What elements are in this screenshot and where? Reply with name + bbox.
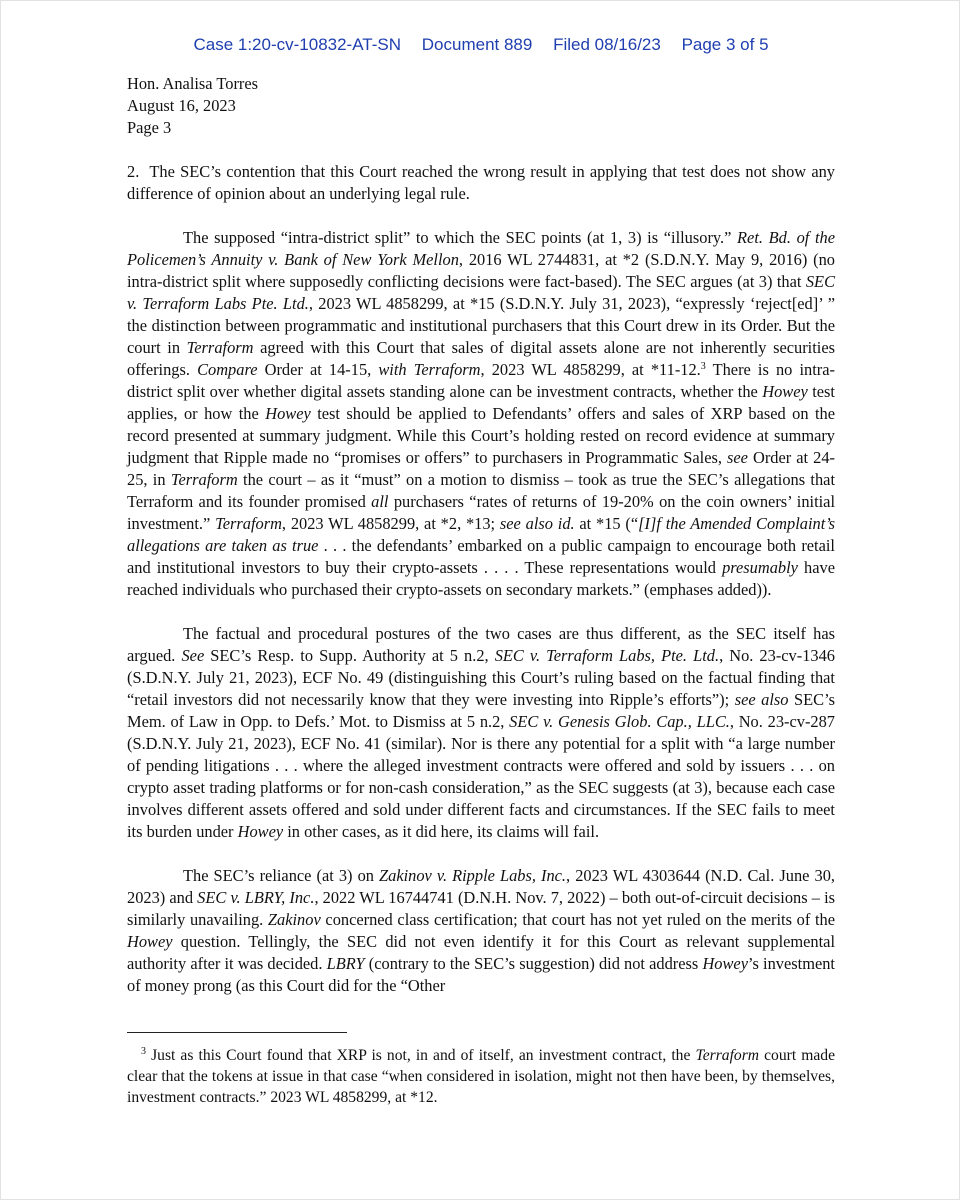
court-filing-header — [1, 35, 960, 55]
footnote-separator — [127, 1032, 347, 1033]
footnote-3: $^3$ Just as this Court found that XRP is not, in and of itself, an investment contract, the Terraform court made clear that the tokens at issue in that case “when considered in isolation, might not then have been, by themselves, investment contracts.” 2023 WL 4858299, at *12. — [127, 1046, 835, 1106]
paragraph-intra-district-split: The supposed “intra-district split” to which the SEC points (at 1, 3) is “illusory.” Ret. Bd. of the Policemen’s Annuity v. Bank of New York Mellon, 2016 WL 2744831, at *2 (S.D.N.Y. May 9, 2016) (no intra-district split where supposedly conflicting decisions were fact-based). The SEC argues (at 3) that SEC v. Terraform Labs Pte. Ltd., 2023 WL 4858299, at *15 (S.D.N.Y. July 31, 2023), “expressly ‘reject[ed]’ ” the distinction between programmatic and institutional purchasers that this Court drew in its Order. But the court in Terraform agreed with this Court that sales of digital assets alone are not inherently securities offerings. Compare Order at 14-15, with Terraform, 2023 WL 4858299, at *11-12.$^3$ There is no intra-district split over whether digital assets standing alone can be investment contracts, whether the Howey test applies, or how the Howey test should be applied to Defendants’ offers and sales of XRP based on the record presented at summary judgment. While this Court’s holding rested on record evidence at summary judgment that Ripple made no “promises or offers” to purchasers in Programmatic Sales, see Order at 24-25, in Terraform the court – as it “must” on a motion to dismiss – took as true the SEC’s allegations that Terraform and its founder promised all purchasers “rates of returns of 19-20% on the coin owners’ initial investment.” Terraform, 2023 WL 4858299, at *2, *13; see also id. at *15 (“[I]f the Amended Complaint’s allegations are taken as true . . . the defendants’ embarked on a public campaign to encourage both retail and institutional investors to buy their crypto-assets . . . . These representations would presumably have reached individuals who purchased their crypto-assets on secondary markets.” (emphases added)). — [127, 228, 836, 599]
filed-date: Filed 08/16/23 — [553, 35, 661, 54]
letter-page: Page 3 — [127, 118, 172, 137]
footnote-reference: 3 — [700, 361, 706, 372]
addressee: Hon. Analisa Torres — [127, 74, 259, 93]
page-count: Page 3 of 5 — [681, 35, 769, 54]
paragraph-point-2: 2. The SEC’s contention that this Court reached the wrong result in applying that test does not show any difference of opinion about an underlying legal rule. — [127, 162, 835, 203]
document-number: Document 889 — [421, 35, 533, 54]
paragraph-zakinov-lbry: The SEC’s reliance (at 3) on Zakinov v. Ripple Labs, Inc., 2023 WL 4303644 (N.D. Cal. June 30, 2023) and SEC v. LBRY, Inc., 2022 WL 16744741 (D.N.H. Nov. 7, 2022) – both out-of-circuit decisions – is similarly unavailing. Zakinov concerned class certification; that court has not yet ruled on the merits of the Howey question. Tellingly, the SEC did not even identify it for this Court as relevant supplemental authority after it was decided. LBRY (contrary to the SEC’s suggestion) did not address Howey’s investment of money prong (as this Court did for the “Other — [127, 866, 836, 995]
letter-date: August 16, 2023 — [127, 96, 236, 115]
letter-body — [127, 73, 835, 997]
case-number: Case 1:20-cv-10832-AT-SN — [193, 35, 402, 54]
letter-addressee-block — [127, 73, 835, 139]
footnote-marker: 3 — [141, 1046, 146, 1057]
paragraph-factual-postures: The factual and procedural postures of the two cases are thus different, as the SEC itself has argued. See SEC’s Resp. to Supp. Authority at 5 n.2, SEC v. Terraform Labs, Pte. Ltd., No. 23-cv-1346 (S.D.N.Y. July 21, 2023), ECF No. 49 (distinguishing this Court’s ruling based on the factual finding that “retail investors did not necessarily know that they were investing into Ripple’s efforts”); see also SEC’s Mem. of Law in Opp. to Defs.’ Mot. to Dismiss at 5 n.2, SEC v. Genesis Glob. Cap., LLC., No. 23-cv-287 (S.D.N.Y. July 21, 2023), ECF No. 41 (similar). Nor is there any potential for a split with “a large number of pending litigations . . . where the alleged investment contracts were offered and sold by issuers . . . on crypto asset trading platforms or for non-cash consideration,” as the SEC suggests (at 3), because each case involves different assets offered and sold under different facts and circumstances. If the SEC fails to meet its burden under Howey in other cases, as it did here, its claims will fail. — [127, 624, 835, 841]
